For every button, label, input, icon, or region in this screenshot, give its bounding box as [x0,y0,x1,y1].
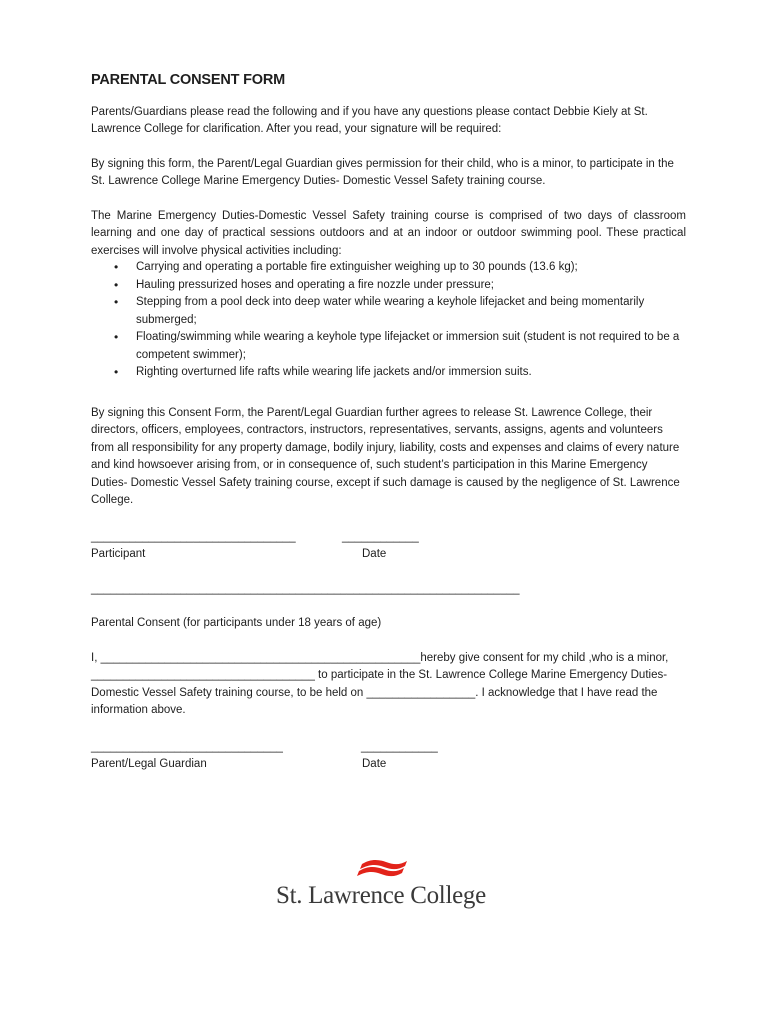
participant-label: Participant [91,547,146,560]
parental-consent-title: Parental Consent (for participants under 18 years of age) [91,617,382,629]
intro-paragraph: Parents/Guardians please read the following and if you have any questions please contact Debbie Kiely at St. Lawrence College for clarification. After you read, your signature will be required: [91,105,648,135]
guardian-date-label: Date [362,757,387,770]
college-logo [276,856,496,916]
permission-paragraph: By signing this form, the Parent/Legal Guardian gives permission for their child, who is a minor, to participate in the St. Lawrence College Marine Emergency Duties- Domestic Vessel Safety training course. [91,157,674,187]
activities-list [91,259,686,382]
release-paragraph: By signing this Consent Form, the Parent/Legal Guardian further agrees to release St. Lawrence College, their directors, officers, employees, contractors, instructors, representatives, servants, assigns, agents and volunteers from all responsibility for any property damage, bodily injury, liability, costs and expenses and claims of every nature and kind howsoever arising from, or in consequence of, such student’s participation in this Marine Emergency Duties- Domestic Vessel Safety training course, except if such damage is caused by the negligence of St. Lawrence College. [91,406,680,506]
list-item: • Stepping from a pool deck into deep water while wearing a keyhole lifejacket and being momentarily submerged; [136,294,686,329]
guardian-signature-block [91,739,686,779]
guardian-date-line[interactable]: ____________ [361,740,438,753]
logo-text: St. Lawrence College [276,882,486,909]
form-title: PARENTAL CONSENT FORM [91,72,285,88]
list-item: • Hauling pressurized hoses and operating a fire nozzle under pressure; [136,277,686,295]
flag-icon [276,856,496,884]
consent-form [91,72,686,779]
list-item: • Carrying and operating a portable fire extinguisher weighing up to 30 pounds (13.6 kg); [136,259,686,277]
participant-date-label: Date [362,547,387,560]
participant-signature-line[interactable]: ________________________________ [91,530,296,543]
consent-statement: I, __________________________________________________hereby give consent for my child ,who is a minor, ___________________________________ to participate in the St. Lawrence College Marine Emergency Duties-Domestic Vessel Safety training course, to be held on _________________. I acknowledge that I have read the information above. [91,651,669,716]
list-item: • Floating/swimming while wearing a keyhole type lifejacket or immersion suit (student is not required to be a competent swimmer); [136,329,686,364]
participant-signature-block [91,529,686,569]
list-item: • Righting overturned life rafts while wearing life jackets and/or immersion suits. [136,364,686,382]
guardian-label: Parent/Legal Guardian [91,757,207,770]
guardian-signature-line[interactable]: ______________________________ [91,740,283,753]
signature-full-line[interactable]: ___________________________________________________________________ [91,582,520,595]
participant-date-line[interactable]: ____________ [342,530,419,543]
course-description-paragraph: The Marine Emergency Duties-Domestic Vessel Safety training course is comprised of two days of classroom learning and one day of practical sessions outdoors and at an indoor or outdoor swimming pool. These practical exercises will involve physical activities including: [91,209,686,257]
